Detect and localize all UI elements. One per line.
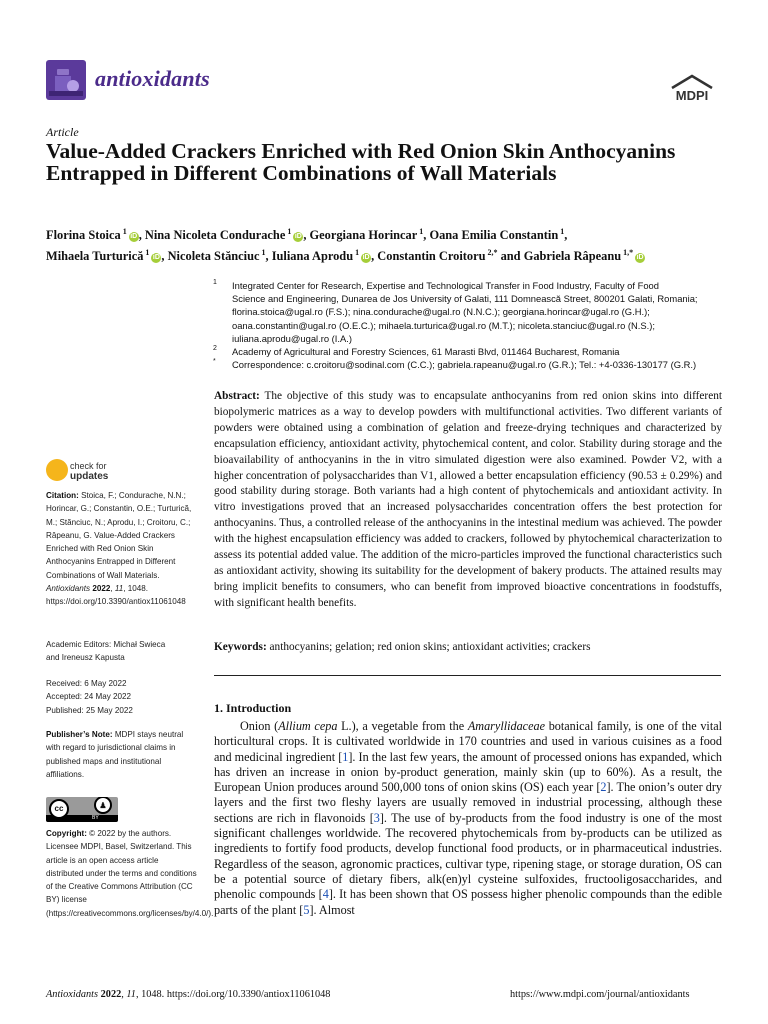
author-name[interactable]: Nicoleta Stănciuc bbox=[167, 249, 260, 264]
keywords bbox=[214, 640, 722, 656]
publisher-note bbox=[46, 728, 198, 781]
affiliation-line: Correspondence: c.croitoru@sodinal.com (C.C.); gabriela.rapeanu@ugal.ro (G.R.); Tel.: +4-0336-130177 (G.R.) bbox=[232, 359, 697, 371]
citation-year: 2022 bbox=[92, 584, 111, 594]
author-name[interactable]: Florina Stoica bbox=[46, 228, 121, 243]
author-separator: , bbox=[303, 228, 310, 243]
copyright-block bbox=[46, 827, 214, 920]
editors-line2: and Ireneusz Kapusta bbox=[46, 653, 125, 663]
author-separator: , bbox=[423, 228, 430, 243]
footer-journal-url[interactable]: https://www.mdpi.com/journal/antioxidants bbox=[510, 989, 690, 1000]
check-text-line2: updates bbox=[70, 471, 109, 482]
author-name[interactable]: Constantin Croitoru bbox=[377, 249, 486, 264]
author-affiliation-marker: 2,* bbox=[485, 248, 498, 258]
dates-block bbox=[46, 677, 198, 717]
section-heading-introduction: 1. Introduction bbox=[214, 701, 292, 715]
author-name[interactable]: Nina Nicoleta Condurache bbox=[144, 228, 286, 243]
footer-volume: 11 bbox=[126, 989, 136, 1000]
affiliation-item bbox=[213, 279, 733, 345]
author-affiliation-marker: 1 bbox=[143, 248, 150, 258]
keywords-label: Keywords: bbox=[214, 641, 267, 653]
affiliation-line: florina.stoica@ugal.ro (F.S.); nina.condurache@ugal.ro (N.N.C.); georgiana.horincar@ugal.ro (G.H.); bbox=[232, 306, 650, 318]
author-name[interactable]: Oana Emilia Constantin bbox=[429, 228, 559, 243]
publisher-note-label: Publisher’s Note: bbox=[46, 730, 113, 739]
intro-text-segment: ]. In the last few years, the amount of processed onions has expanded, which has driven an increase in onion by-product generation, mainly skin (up to 60%). As a result, the European Union produces around 500,000 tons of onion skins (OS) each year [ bbox=[214, 749, 723, 795]
publisher-name: MDPI bbox=[675, 88, 709, 103]
citation-block: Citation: Stoica, F.; Condurache, N.N.; Horincar, G.; Constantin, O.E.; Turturică, M.; Stănciuc, N.; Aprodu, I.; Croitoru, C.; Râpeanu, G. Value-Added Crackers Enriched with Red Onion Skin Anthocyanins Entrapped in Different Combinations of Wall Materials. Antioxidants 2022, 11, 1048. https://doi.org/10.3390/antiox11061048 bbox=[46, 491, 192, 607]
reference-link[interactable]: 1 bbox=[342, 749, 349, 764]
footer-year: 2022 bbox=[100, 989, 122, 1000]
cc-icon: cc bbox=[49, 799, 69, 819]
author-affiliation-marker: 1,* bbox=[621, 248, 634, 258]
citation-journal: Antioxidants bbox=[46, 584, 91, 594]
intro-text-segment: ]. It has been shown that OS possess higher phenolic compounds than the edible parts of the plant [ bbox=[214, 887, 722, 917]
intro-text-segment: L.), a vegetable from the bbox=[337, 719, 468, 733]
accepted-date: Accepted: 24 May 2022 bbox=[46, 692, 132, 702]
author-separator: , bbox=[138, 228, 145, 243]
affiliations bbox=[213, 279, 733, 371]
intro-text-segment: Onion ( bbox=[240, 719, 279, 733]
orcid-icon[interactable]: iD bbox=[636, 254, 644, 262]
introduction-body bbox=[214, 719, 722, 918]
citation-text: Stoica, F.; Condurache, N.N.; Horincar, G.; Constantin, O.E.; Turturică, M.; Stănciuc, N.; Aprodu, I.; Croitoru, C.; Râpeanu, G. Value-Added Crackers Enriched with Red Onion Skin Anthocyanins Entrapped in Different Combinations of Wall Materials. bbox=[46, 491, 192, 580]
journal-logo-icon bbox=[46, 60, 86, 100]
author-affiliation-marker: 1 bbox=[285, 227, 292, 236]
reference-link[interactable]: 4 bbox=[322, 887, 329, 902]
mdpi-logo-icon bbox=[668, 72, 716, 106]
by-label: BY bbox=[92, 815, 99, 821]
abstract-text: The objective of this study was to encapsulate anthocyanins from red onion skins into different biopolymeric matrices as a way to develop powders with multifunctional activities. Two different variants of powders were obtained using a combination of gelation and freeze-drying techniques and characterized by encapsulation efficiency, antioxidant activity, phytochemical content, and color. Stability during storage and the bioavailability of anthocyanins in the in vitro simulated digestion were also examined. Powder V2, with a higher concentration of polysaccharides than V1, allowed a better encapsulation efficiency (90.53 ± 0.29%) and good stability during storage. Both variants had a high content of phytochemicals and antioxidant activity. In vitro investigations proved that an increased polysaccharides concentration offers the best protection for anthocyanins. Thus, a controlled release of the anthocyanins in the intestinal medium was achieved. The powder with the highest encapsulation efficiency was added to crackers, followed by phytochemical characterization to assess its potential added value. The addition of the micro-particles improved the functional characteristics such as antioxidant activity, showing its suitability for the development of bakery products. The attained results may bring implicit benefits to consumers, who can benefit from improved bioactive concentrations in foodstuffs, with significant health benefits. bbox=[214, 390, 722, 609]
reference-link[interactable]: 2 bbox=[600, 780, 607, 795]
orcid-icon[interactable]: iD bbox=[362, 254, 370, 262]
author-line-2 bbox=[46, 244, 746, 265]
author-name[interactable]: Gabriela Râpeanu bbox=[523, 249, 622, 264]
affiliation-item bbox=[213, 345, 733, 358]
author-separator: and bbox=[497, 249, 524, 264]
author-separator: , bbox=[161, 249, 168, 264]
article-type: Article bbox=[46, 125, 79, 139]
received-date: Received: 6 May 2022 bbox=[46, 679, 127, 688]
author-list bbox=[46, 223, 746, 265]
author-affiliation-marker: 1 bbox=[120, 227, 127, 236]
intro-text-segment: Allium cepa bbox=[278, 719, 338, 733]
footer-citation: Antioxidants 2022, 11, 1048. https://doi.org/10.3390/antiox11061048 bbox=[46, 989, 331, 1000]
orcid-icon[interactable]: iD bbox=[294, 233, 302, 241]
copyright-label: Copyright: bbox=[46, 829, 87, 838]
affiliation-line: Integrated Center for Research, Expertise and Technological Transfer in Food Industry, Faculty of Food bbox=[232, 280, 659, 291]
orcid-icon[interactable]: iD bbox=[152, 254, 160, 262]
author-separator: , bbox=[564, 228, 568, 243]
intro-text-segment: botanical family, is one of the vital horticultural crops. It is cultivated worldwide in 170 countries and used in various cuisines as a food and medicinal ingredient [ bbox=[214, 719, 723, 764]
abstract-label: Abstract: bbox=[214, 390, 260, 402]
citation-doi[interactable]: , 1048. https://doi.org/10.3390/antiox11061048 bbox=[46, 584, 186, 607]
author-name[interactable]: Iuliana Aprodu bbox=[271, 249, 354, 264]
section-divider bbox=[214, 675, 721, 676]
copyright-text: © 2022 by the authors. Licensee MDPI, Basel, Switzerland. This article is an open access article distributed under the terms and conditions of the Creative Commons Attribution (CC BY) license (https://creativecommons.org/licenses/by/4.0/). bbox=[46, 829, 214, 918]
author-name[interactable]: Georgiana Horincar bbox=[309, 228, 418, 243]
affiliation-number: 2 bbox=[213, 345, 217, 353]
academic-editors bbox=[46, 638, 198, 665]
article-title: Value-Added Crackers Enriched with Red Onion Skin Anthocyanins Entrapped in Different Combinations of Wall Materials bbox=[46, 139, 676, 185]
affiliation-line: oana.constantin@ugal.ro (O.E.C.); mihaela.turturica@ugal.ro (M.T.); nicoleta.stanciuc@ugal.ro (N.S.); bbox=[232, 319, 655, 331]
check-for-updates-badge[interactable] bbox=[46, 459, 126, 485]
author-name[interactable]: Mihaela Turturică bbox=[46, 249, 144, 264]
orcid-icon[interactable]: iD bbox=[130, 233, 138, 241]
footer-journal: Antioxidants bbox=[46, 989, 99, 1000]
author-affiliation-marker: 1 bbox=[417, 227, 424, 236]
intro-text-segment: Amaryllidaceae bbox=[467, 719, 546, 733]
cc-by-license-badge[interactable] bbox=[46, 797, 118, 822]
author-separator: , bbox=[265, 249, 272, 264]
keywords-text: anthocyanins; gelation; red onion skins; antioxidant activities; crackers bbox=[269, 641, 591, 653]
intro-text-segment: ]. The onion’s outer dry layers and the first two fleshy layers are usually removed in industrial processing, although these sections are rich in flavonoids [ bbox=[214, 780, 722, 825]
affiliation-number: 1 bbox=[213, 279, 217, 286]
intro-text-segment: ]. Almost bbox=[309, 902, 355, 917]
intro-text-segment: ]. The use of by-products from the food industry is one of the most significant challenges worldwide. The recovered phytochemicals from by-products can be utilized as ingredients to fortify food products, develop functional food products, or in pharmaceutical industries. Regardless of the season, agronomic practices, cultivar type, ripening stage, or storage duration, OS can be a potential source of dietary fibers, alk(en)yl cysteine sulfoxides, fructooligosaccharides, and phenolic compounds [ bbox=[214, 810, 722, 902]
author-affiliation-marker: 1 bbox=[558, 227, 565, 236]
attribution-person-icon: ♟ bbox=[94, 797, 112, 814]
author-affiliation-marker: 1 bbox=[259, 248, 266, 258]
publisher-note-text: MDPI stays neutral with regard to jurisdictional claims in published maps and institutional affiliations. bbox=[46, 730, 184, 779]
citation-volume: 11 bbox=[114, 584, 124, 594]
citation-label: Citation: bbox=[46, 491, 79, 500]
affiliation-line: Science and Engineering, Dunarea de Jos University of Galati, 111 Domnească Street, 800201 Galati, Romania; bbox=[232, 293, 698, 305]
abstract bbox=[214, 389, 722, 612]
published-date: Published: 25 May 2022 bbox=[46, 705, 133, 715]
author-line-1 bbox=[46, 223, 746, 244]
author-separator: , bbox=[371, 249, 378, 264]
affiliation-number: * bbox=[213, 358, 216, 366]
affiliation-line: iuliana.aprodu@ugal.ro (I.A.) bbox=[232, 332, 352, 344]
publisher-logo[interactable] bbox=[668, 72, 716, 111]
reference-link[interactable]: 3 bbox=[373, 810, 380, 825]
check-text-line1: check for bbox=[70, 461, 107, 471]
author-affiliation-marker: 1 bbox=[353, 248, 360, 258]
editors-line1: Academic Editors: Michał Swieca bbox=[46, 640, 166, 649]
footer-doi[interactable]: , 1048. https://doi.org/10.3390/antiox11061048 bbox=[135, 989, 331, 1000]
affiliation-line: Academy of Agricultural and Forestry Sciences, 61 Marasti Blvd, 011464 Bucharest, Romania bbox=[232, 346, 620, 358]
affiliation-item bbox=[213, 358, 733, 371]
check-for-updates-icon bbox=[46, 459, 68, 481]
journal-name[interactable]: antioxidants bbox=[95, 66, 210, 91]
reference-link[interactable]: 5 bbox=[303, 902, 310, 917]
